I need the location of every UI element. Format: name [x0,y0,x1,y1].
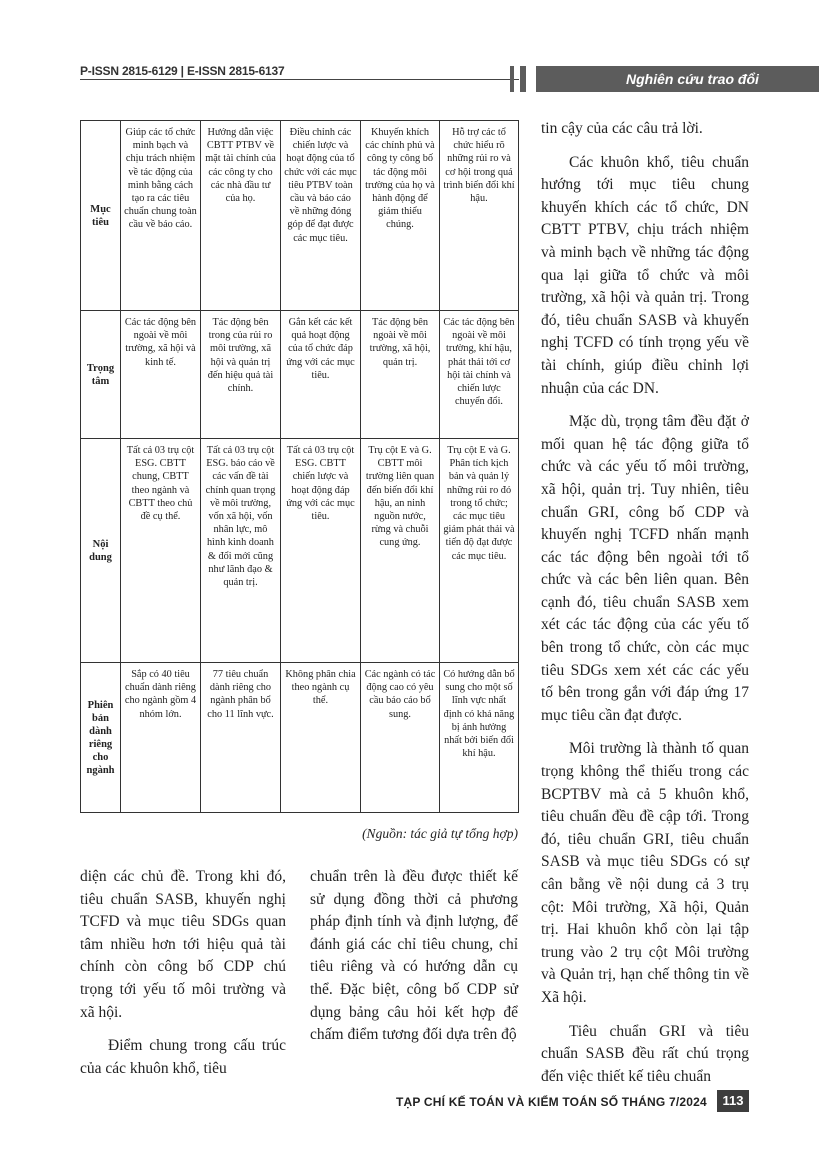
table-cell: Tác động bên ngoài về môi trường, xã hội, quản trị. [361,311,440,439]
table-cell: Điều chỉnh các chiến lược và hoạt động của tổ chức với các mục tiêu PTBV toàn cầu và báo cáo về những đóng góp để đạt được các mục tiêu. [281,121,361,311]
table-cell: Trụ cột E và G. Phân tích kịch bản và quản lý những rủi ro đó trong tổ chức; các mục tiêu giảm phát thải và tiến độ đạt được các mục tiêu. [440,439,519,663]
table-cell: Hướng dẫn việc CBTT PTBV về mặt tài chính của các công ty cho các nhà đầu tư của họ. [201,121,281,311]
table-cell: Hỗ trợ các tổ chức hiểu rõ những rủi ro và cơ hội trong quá trình biến đổi khí hậu. [440,121,519,311]
table-cell: Tất cả 03 trụ cột ESG. CBTT chiến lược và hoạt động đáp ứng với các mục tiêu. [281,439,361,663]
table-cell: Trụ cột E và G. CBTT môi trường liên quan đến biến đổi khí hậu, an ninh nguồn nước, rừng và chuỗi cung ứng. [361,439,440,663]
table-cell: Các tác động bên ngoài về môi trường, khí hậu, phát thải tới cơ hội tài chính và chiến lược chuyển đổi. [440,311,519,439]
paragraph: Tiêu chuẩn GRI và tiêu chuẩn SASB đều rất chú trọng đến việc thiết kế tiêu chuẩn [541,1022,749,1085]
tag-stripe [510,66,514,92]
paragraph: Môi trường là thành tố quan trọng không thể thiếu trong các BCPTBV mà cả 5 khuôn khổ, tiêu chuẩn đều đề cập tới. Trong đó, tiêu chuẩn GRI, tiêu chuẩn SASB và mục tiêu SDGs có sự cân bằng về nội dung cả 3 trụ cột: Môi trường, Xã hội, Quản trị. Hai khuôn khổ còn lại tập trung vào 2 trụ cột Môi trường và Quản trị, hạn chế thông tin về Xã hội. [541,740,749,1006]
journal-footer: TẠP CHÍ KẾ TOÁN VÀ KIỂM TOÁN SỐ THÁNG 7/2024 [396,1095,707,1109]
table-cell: Tác động bên trong của rủi ro môi trường, xã hội và quản trị đến hiệu quả tài chính. [201,311,281,439]
middle-column [310,866,518,1047]
table-cell: Tất cả 03 trụ cột ESG. CBTT chung, CBTT theo ngành và CBTT theo chủ đề cụ thể. [121,439,201,663]
table-cell: Sắp có 40 tiêu chuẩn dành riêng cho ngành gồm 4 nhóm lớn. [121,663,201,813]
row-header: Phiên bản dành riêng cho ngành [81,663,121,813]
comparison-table [80,120,518,813]
tag-stripe [520,66,526,92]
table-cell: Khuyến khích các chính phủ và công ty công bố tác động môi trường của họ và hành động để giảm thiểu chúng. [361,121,440,311]
table-cell: Gắn kết các kết quả hoạt động của tổ chức đáp ứng với các mục tiêu. [281,311,361,439]
table-cell: Tất cả 03 trụ cột ESG. báo cáo về các vấn đề tài chính quan trọng về môi trường, vốn xã hội, vốn nhân lực, mô hình kinh doanh & đổi mới cũng như lãnh đạo & quản trị. [201,439,281,663]
table-row [81,311,519,439]
table-cell: Có hướng dẫn bổ sung cho một số lĩnh vực nhất định có khả năng bị ảnh hưởng nhất bởi biến đổi khí hậu. [440,663,519,813]
paragraph: chuẩn trên là đều được thiết kế sử dụng đồng thời cả phương pháp định tính và định lượng, để đánh giá các chỉ tiêu chung, chỉ tiêu riêng và có hướng dẫn cụ thể. Đặc biệt, công bố CDP sử dụng bảng câu hỏi kết hợp để chấm điểm tương đối dựa trên độ [310,868,518,1044]
left-column [80,866,286,1080]
table-cell: Không phân chia theo ngành cụ thể. [281,663,361,813]
section-title: Nghiên cứu trao đổi [626,71,759,87]
row-header: Mục tiêu [81,121,121,311]
paragraph: Các khuôn khổ, tiêu chuẩn hướng tới mục tiêu chung khuyến khích các tổ chức, DN CBTT PTBV, chịu trách nhiệm và minh bạch về những tác động qua lại giữa tổ chức và môi trường, xã hội và quản trị. Trong đó, tiêu chuẩn SASB và khuyến nghị TCFD có tính trọng yếu về tài chính, giúp điều chỉnh lợi nhuận của các DN. [541,153,749,397]
table-cell: Các tác động bên ngoài về môi trường, xã hội và kinh tế. [121,311,201,439]
right-column [541,118,749,1088]
table-row [81,121,519,311]
section-tag [536,66,819,92]
paragraph: diện các chủ đề. Trong khi đó, tiêu chuẩn SASB, khuyến nghị TCFD và mục tiêu SDGs quan tâm nhiều hơn tới hiệu quả tài chính còn công bố CDP chú trọng tới yếu tố môi trường và xã hội. [80,868,286,1021]
table-row [81,439,519,663]
paragraph: tin cậy của các câu trả lời. [541,120,703,137]
table-cell: 77 tiêu chuẩn dành riêng cho ngành phân bổ cho 11 lĩnh vực. [201,663,281,813]
page-number: 113 [717,1090,749,1112]
row-header: Nội dung [81,439,121,663]
table-row [81,663,519,813]
paragraph: Điểm chung trong cấu trúc của các khuôn khổ, tiêu [80,1037,286,1077]
paragraph: Mặc dù, trọng tâm đều đặt ở mối quan hệ tác động giữa tổ chức và các yếu tố môi trường, xã hội, quản trị. Tuy nhiên, tiêu chuẩn GRI, công bố CDP và khuyến nghị TCFD nhấn mạnh các tác động bên ngoài tới tổ chức và các bên liên quan. Bên cạnh đó, tiêu chuẩn SASB xem xét các tác động của các yếu tố bên trong tổ chức, còn các mục tiêu SDGs xem xét các các yếu tố bên trong gắn với đáp ứng 17 mục tiêu cần đạt được. [541,413,749,724]
table-cell: Các ngành có tác động cao có yêu cầu báo cáo bổ sung. [361,663,440,813]
row-header: Trọng tâm [81,311,121,439]
table-cell: Giúp các tổ chức minh bạch và chịu trách nhiệm về tác động của mình bằng cách tạo ra các tiêu chuẩn chung toàn cầu về báo cáo. [121,121,201,311]
issn-line: P-ISSN 2815-6129 | E-ISSN 2815-6137 [80,64,285,78]
table-source: (Nguồn: tác giả tự tổng hợp) [362,826,518,841]
